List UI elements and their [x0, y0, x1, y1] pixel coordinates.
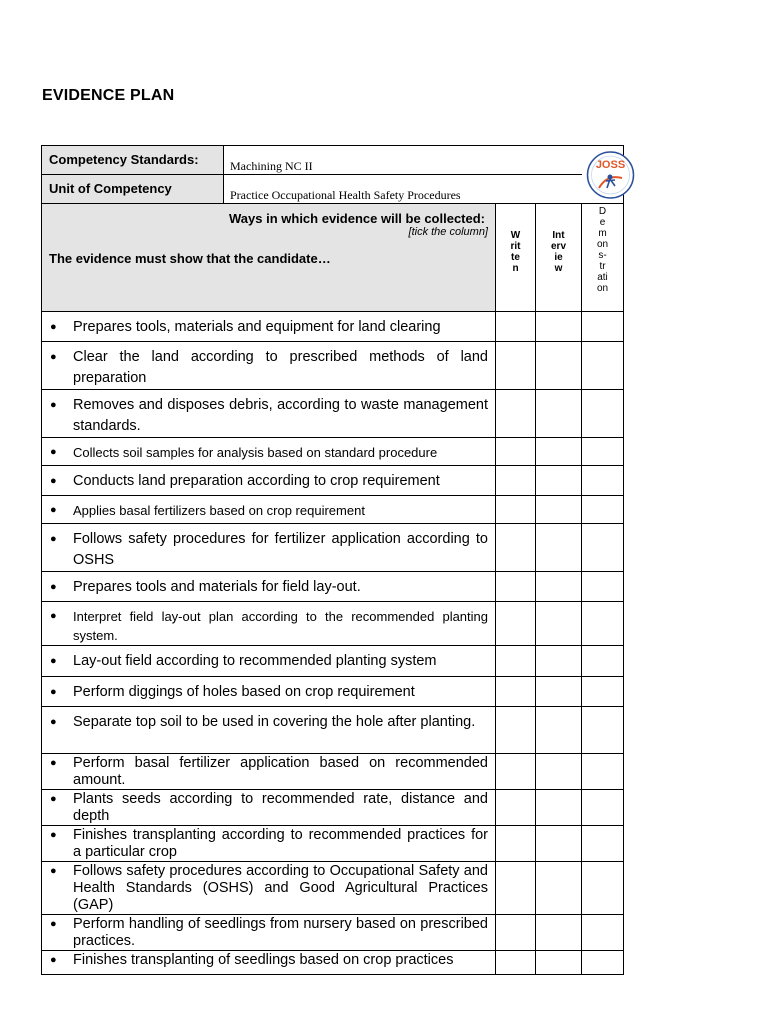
- col-written: W rit te n: [496, 204, 536, 312]
- list-item: ● Follows safety procedures according to Occupational Safety and Health Standards (OSHS) and Good Agricultural Practices (GAP): [42, 862, 496, 915]
- check-interview[interactable]: [536, 390, 582, 438]
- must-show-label: The evidence must show that the candidate…: [49, 251, 331, 266]
- check-demo[interactable]: [582, 915, 624, 951]
- check-interview[interactable]: [536, 524, 582, 572]
- check-written[interactable]: [496, 602, 536, 646]
- check-written[interactable]: [496, 951, 536, 975]
- list-item: ● Plants seeds according to recommended rate, distance and depth: [42, 790, 496, 826]
- joss-logo-icon: [585, 148, 636, 200]
- list-item: ● Finishes transplanting according to recommended practices for a particular crop: [42, 826, 496, 862]
- list-item: ● Separate top soil to be used in covering the hole after planting.: [42, 707, 496, 754]
- list-item: ● Conducts land preparation according to crop requirement: [42, 466, 496, 496]
- check-interview[interactable]: [536, 754, 582, 790]
- check-written[interactable]: [496, 390, 536, 438]
- check-written[interactable]: [496, 862, 536, 915]
- check-written[interactable]: [496, 754, 536, 790]
- check-demo[interactable]: [582, 390, 624, 438]
- page-title: EVIDENCE PLAN: [42, 87, 175, 104]
- check-demo[interactable]: [582, 572, 624, 602]
- check-interview[interactable]: [536, 915, 582, 951]
- check-demo[interactable]: [582, 312, 624, 342]
- check-interview[interactable]: [536, 707, 582, 754]
- check-written[interactable]: [496, 312, 536, 342]
- col-demonstration: D e m on s- tr ati on: [582, 204, 624, 312]
- check-interview[interactable]: [536, 646, 582, 677]
- check-interview[interactable]: [536, 496, 582, 524]
- check-written[interactable]: [496, 646, 536, 677]
- check-written[interactable]: [496, 342, 536, 390]
- check-interview[interactable]: [536, 790, 582, 826]
- check-interview[interactable]: [536, 466, 582, 496]
- check-demo[interactable]: [582, 524, 624, 572]
- evidence-header: [42, 204, 496, 312]
- unit-of-competency-value: Practice Occupational Health Safety Procedures: [224, 175, 582, 204]
- list-item: ● Perform diggings of holes based on crop requirement: [42, 677, 496, 707]
- check-demo[interactable]: [582, 496, 624, 524]
- unit-of-competency-label: Unit of Competency: [42, 175, 224, 204]
- check-written[interactable]: [496, 572, 536, 602]
- check-demo[interactable]: [582, 342, 624, 390]
- col-interview: Int erv ie w: [536, 204, 582, 312]
- check-interview[interactable]: [536, 862, 582, 915]
- check-written[interactable]: [496, 524, 536, 572]
- list-item: ● Lay-out field according to recommended planting system: [42, 646, 496, 677]
- check-written[interactable]: [496, 826, 536, 862]
- check-written[interactable]: [496, 915, 536, 951]
- check-demo[interactable]: [582, 646, 624, 677]
- list-item: ● Collects soil samples for analysis based on standard procedure: [42, 438, 496, 466]
- check-demo[interactable]: [582, 754, 624, 790]
- check-written[interactable]: [496, 466, 536, 496]
- check-written[interactable]: [496, 677, 536, 707]
- list-item: ● Prepares tools, materials and equipment for land clearing: [42, 312, 496, 342]
- check-interview[interactable]: [536, 826, 582, 862]
- list-item: ● Applies basal fertilizers based on crop requirement: [42, 496, 496, 524]
- check-demo[interactable]: [582, 790, 624, 826]
- check-interview[interactable]: [536, 602, 582, 646]
- check-written[interactable]: [496, 438, 536, 466]
- check-interview[interactable]: [536, 342, 582, 390]
- check-demo[interactable]: [582, 602, 624, 646]
- list-item: ● Clear the land according to prescribed methods of land preparation: [42, 342, 496, 390]
- check-interview[interactable]: [536, 951, 582, 975]
- check-demo[interactable]: [582, 707, 624, 754]
- logo-cell: [582, 146, 624, 204]
- competency-standards-value: Machining NC II: [224, 146, 582, 175]
- check-written[interactable]: [496, 707, 536, 754]
- list-item: ● Removes and disposes debris, according to waste management standards.: [42, 390, 496, 438]
- list-item: ● Follows safety procedures for fertilizer application according to OSHS: [42, 524, 496, 572]
- check-demo[interactable]: [582, 862, 624, 915]
- competency-standards-label: Competency Standards:: [42, 146, 224, 175]
- ways-label: Ways in which evidence will be collected:: [229, 211, 485, 226]
- check-demo[interactable]: [582, 951, 624, 975]
- tick-note: [tick the column]: [408, 226, 488, 238]
- check-interview[interactable]: [536, 312, 582, 342]
- list-item: ● Perform basal fertilizer application based on recommended amount.: [42, 754, 496, 790]
- check-interview[interactable]: [536, 438, 582, 466]
- list-item: ● Finishes transplanting of seedlings based on crop practices: [42, 951, 496, 975]
- check-demo[interactable]: [582, 677, 624, 707]
- list-item: ● Interpret field lay-out plan according to the recommended planting system.: [42, 602, 496, 646]
- check-demo[interactable]: [582, 438, 624, 466]
- svg-text:JOSS: JOSS: [595, 159, 625, 171]
- list-item: ● Prepares tools and materials for field lay-out.: [42, 572, 496, 602]
- check-demo[interactable]: [582, 826, 624, 862]
- check-written[interactable]: [496, 496, 536, 524]
- check-written[interactable]: [496, 790, 536, 826]
- check-interview[interactable]: [536, 677, 582, 707]
- list-item: ● Perform handling of seedlings from nursery based on prescribed practices.: [42, 915, 496, 951]
- check-demo[interactable]: [582, 466, 624, 496]
- evidence-plan-table: [41, 145, 624, 975]
- check-interview[interactable]: [536, 572, 582, 602]
